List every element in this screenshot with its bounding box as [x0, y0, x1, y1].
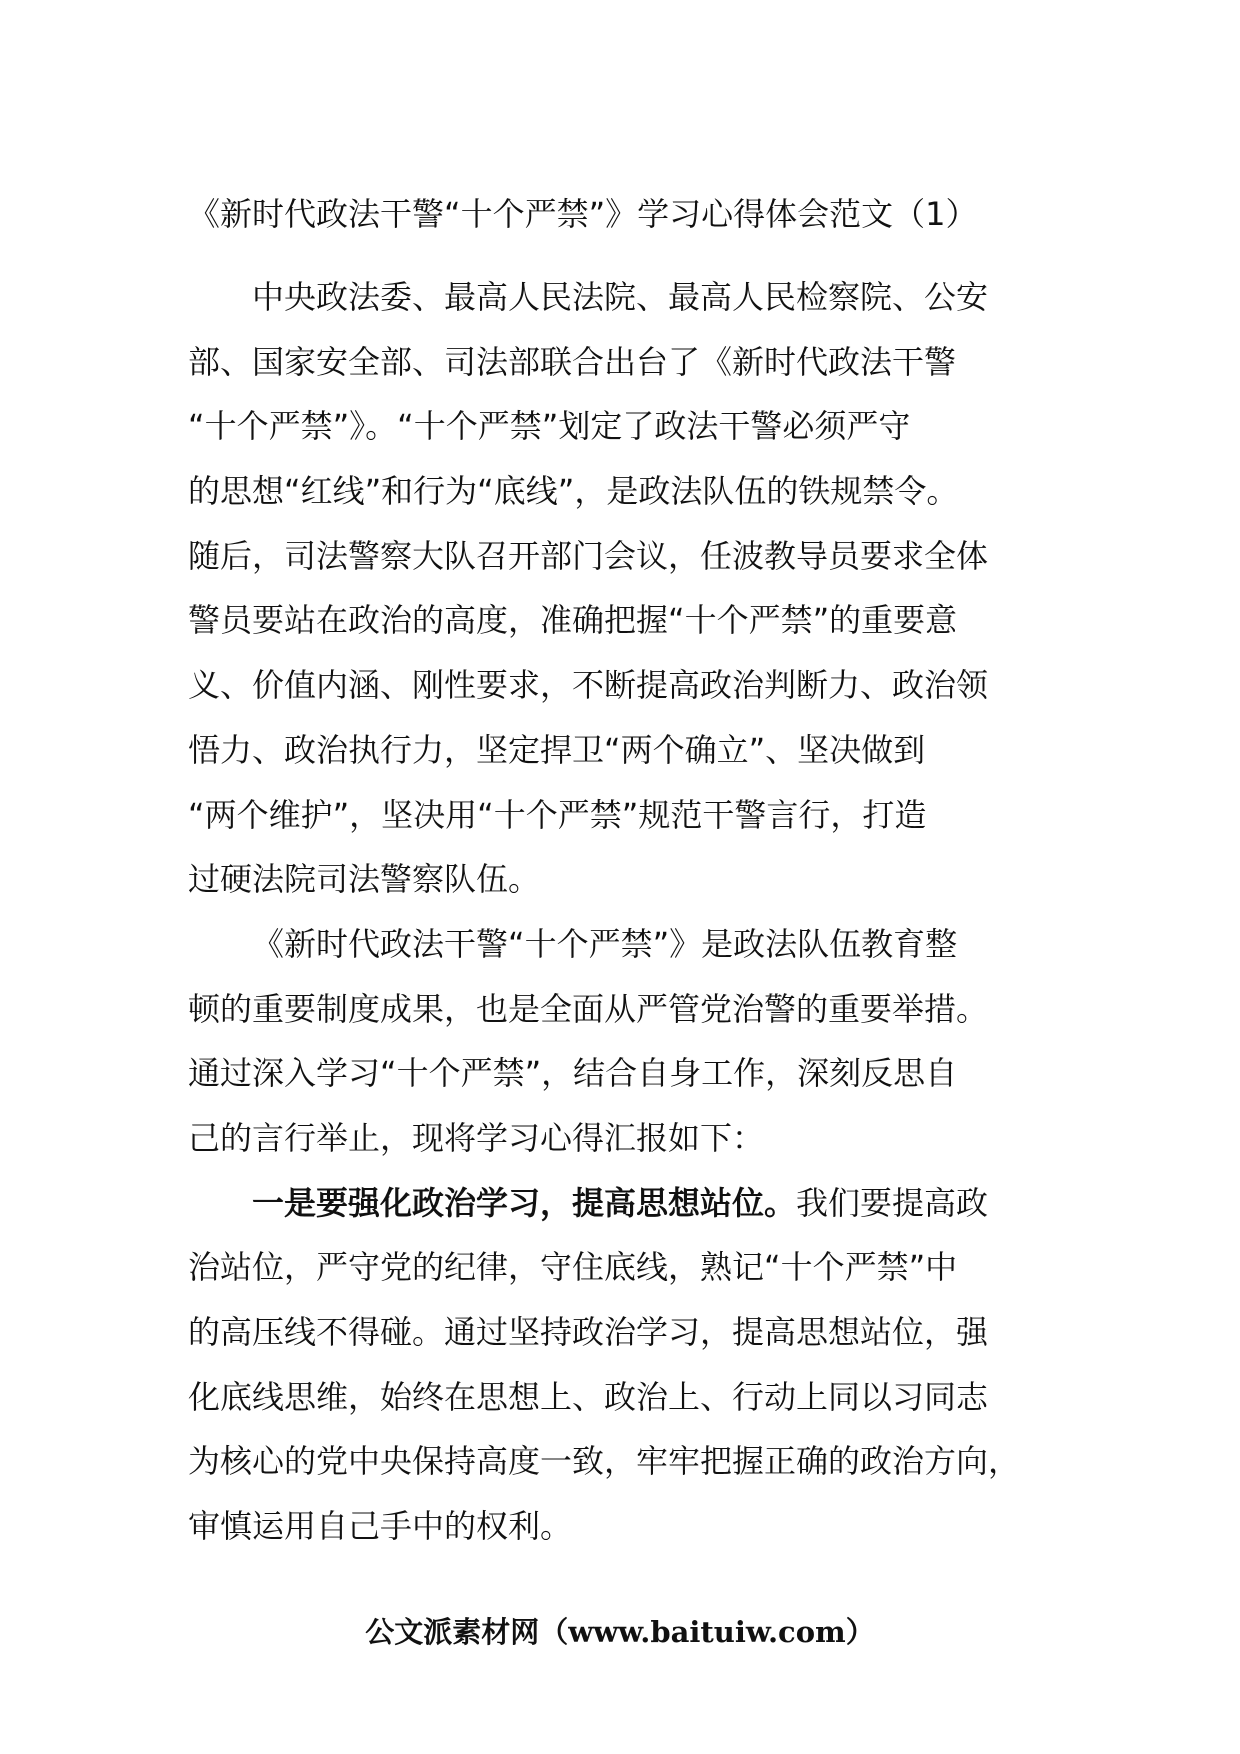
text-line: 顿的重要制度成果，也是全面从严管党治警的重要举措。	[188, 989, 989, 1028]
text-line: 的高压线不得碰。通过坚持政治学习，提高思想站位，强	[188, 1313, 989, 1351]
text-line: 随后，司法警察大队召开部门会议，任波教导员要求全体	[188, 536, 989, 575]
text-line: 义、价值内涵、刚性要求，不断提高政治判断力、政治领	[188, 666, 989, 705]
paragraph-3	[188, 1171, 1068, 1559]
text-line: 《新时代政法干警“十个严禁”》是政法队伍教育整	[252, 924, 958, 963]
text-line: 化底线思维，始终在思想上、政治上、行动上同以习同志	[188, 1377, 989, 1416]
text-line: 通过深入学习“十个严禁”，结合自身工作，深刻反思自	[188, 1054, 958, 1093]
text-line: “十个严禁”》。“十个严禁”划定了政法干警必须严守	[188, 407, 911, 446]
document-body	[188, 265, 1068, 1559]
text-line	[188, 1171, 1068, 1236]
paragraph-lead-heading: 一是要强化政治学习，提高思想站位。	[252, 1183, 797, 1222]
text-line: 部、国家安全部、司法部联合出台了《新时代政法干警	[188, 342, 957, 381]
text-line: 己的言行举止，现将学习心得汇报如下：	[188, 1118, 765, 1157]
text-line: 审慎运用自己手中的权利。	[188, 1507, 573, 1546]
document-title: 《新时代政法干警“十个严禁”》学习心得体会范文（1）	[188, 195, 978, 233]
paragraph-1	[188, 265, 1068, 912]
text-line: 治站位，严守党的纪律，守住底线，熟记“十个严禁”中	[188, 1248, 958, 1287]
text-line: 为核心的党中央保持高度一致，牢牢把握正确的政治方向，	[188, 1442, 1021, 1481]
text-line: 过硬法院司法警察队伍。	[188, 860, 541, 899]
text-line: 警员要站在政治的高度，准确把握“十个严禁”的重要意	[188, 601, 958, 640]
text-line: “两个维护”，坚决用“十个严禁”规范干警言行，打造	[188, 795, 927, 834]
paragraph-lead-rest: 我们要提高政	[796, 1183, 989, 1222]
paragraph-2	[188, 912, 1068, 1171]
text-line: 的思想“红线”和行为“底线”，是政法队伍的铁规禁令。	[188, 472, 959, 511]
text-line: 悟力、政治执行力，坚定捍卫“两个确立”、坚决做到	[188, 730, 926, 769]
footer-watermark: 公文派素材网（www.baituiw.com）	[365, 1615, 875, 1649]
text-line: 中央政法委、最高人民法院、最高人民检察院、公安	[252, 278, 989, 316]
